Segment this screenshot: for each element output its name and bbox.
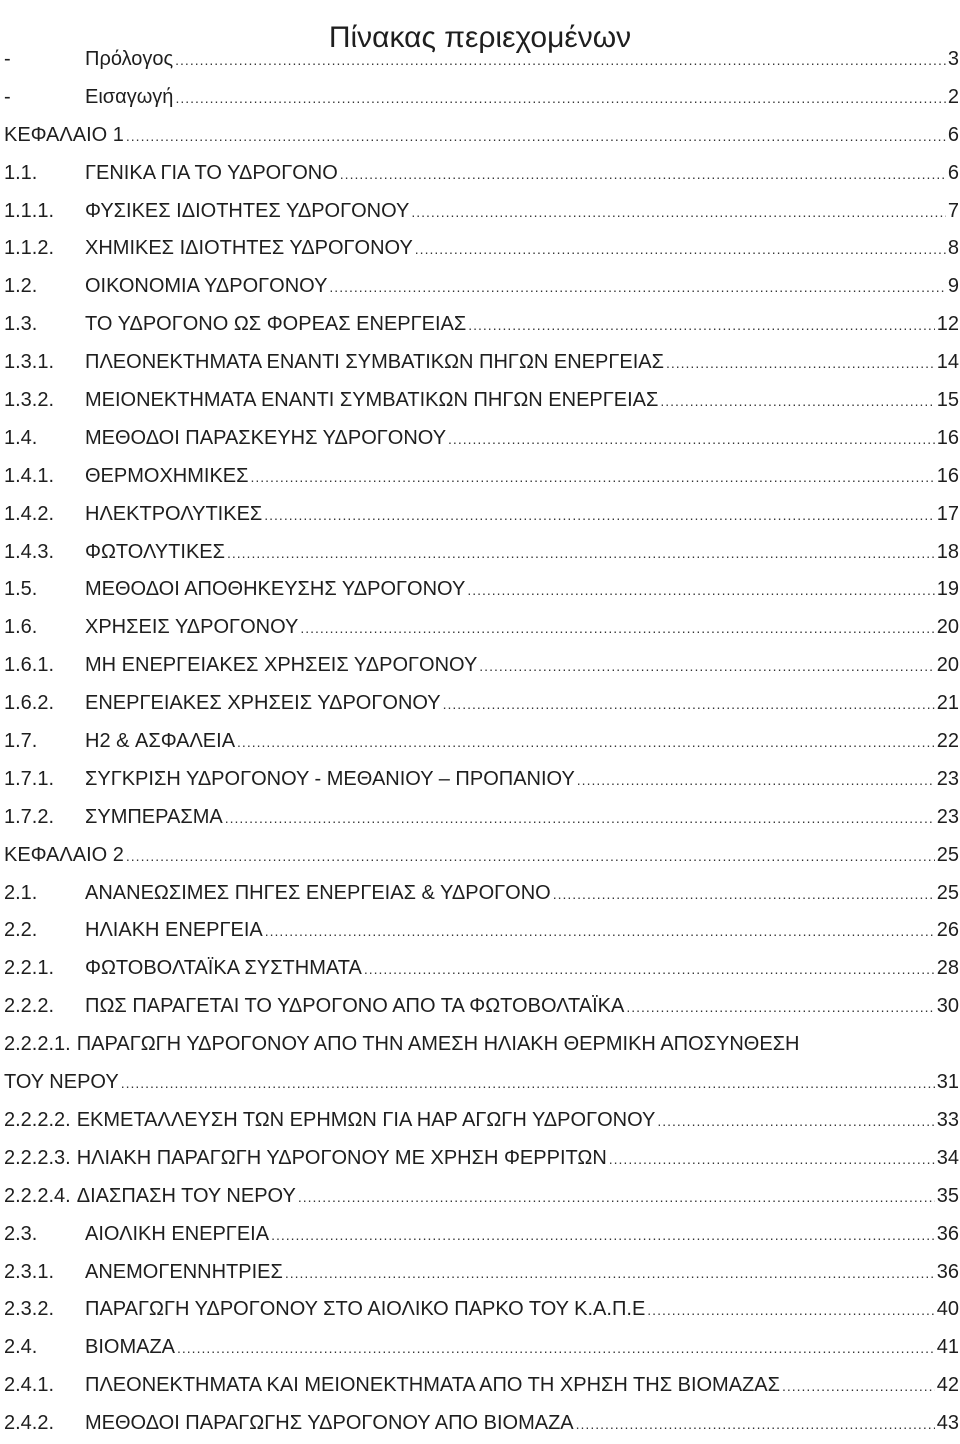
toc-entry[interactable] xyxy=(4,1254,959,1292)
entry-page[interactable]: 3 xyxy=(947,48,959,70)
toc-entry[interactable] xyxy=(4,837,959,875)
entry-page[interactable]: 40 xyxy=(936,1298,959,1321)
entry-page[interactable]: 30 xyxy=(936,995,959,1018)
toc-entry[interactable] xyxy=(4,1026,959,1064)
dot-leader xyxy=(553,875,935,914)
entry-title[interactable]: ΦΩΤΟΛΥΤΙΚΕΣ xyxy=(85,540,225,563)
toc-entry[interactable] xyxy=(4,117,959,155)
entry-page[interactable]: 43 xyxy=(936,1412,959,1435)
entry-page[interactable]: 12 xyxy=(936,313,959,336)
toc-entry[interactable] xyxy=(4,193,959,231)
entry-title[interactable]: Εισαγωγή xyxy=(85,85,174,108)
dot-leader xyxy=(237,723,935,762)
dot-leader xyxy=(782,1367,935,1406)
entry-page[interactable]: 7 xyxy=(947,199,959,222)
dot-leader xyxy=(666,344,935,383)
entry-page[interactable]: 16 xyxy=(936,464,959,487)
dot-leader xyxy=(468,306,935,345)
entry-page[interactable]: 36 xyxy=(936,1222,959,1245)
toc-entry[interactable] xyxy=(4,875,959,913)
toc-entry-continuation[interactable] xyxy=(4,1064,959,1102)
entry-page[interactable]: 35 xyxy=(936,1184,959,1207)
entry-title[interactable]: ΑΝΕΜΟΓΕΝΝΗΤΡΙΕΣ xyxy=(85,1260,283,1283)
entry-title[interactable]: ΘΕΡΜΟΧΗΜΙΚΕΣ xyxy=(85,464,249,487)
entry-page[interactable]: 8 xyxy=(947,237,959,260)
entry-page[interactable]: 21 xyxy=(936,692,959,715)
toc-entry[interactable] xyxy=(4,799,959,837)
dot-leader xyxy=(448,420,935,459)
entry-title[interactable]: ΤΟ ΥΔΡΟΓΟΝΟ ΩΣ ΦΟΡΕΑΣ ΕΝΕΡΓΕΙΑΣ xyxy=(85,313,467,336)
entry-page[interactable]: 25 xyxy=(936,843,959,866)
entry-number: 1.7. xyxy=(4,730,38,753)
entry-page[interactable]: 42 xyxy=(936,1374,959,1397)
entry-number: 1.3.1. xyxy=(4,351,55,374)
dot-leader xyxy=(285,1254,935,1293)
dot-leader xyxy=(647,1291,934,1330)
entry-page[interactable]: 34 xyxy=(936,1146,959,1169)
toc-entry[interactable] xyxy=(4,1291,959,1329)
entry-page[interactable]: 41 xyxy=(936,1336,959,1359)
entry-number: 2.2.2. xyxy=(4,995,55,1018)
entry-title[interactable]: ΔΙΑΣΠΑΣΗ ΤΟΥ ΝΕΡΟΥ xyxy=(76,1184,296,1207)
entry-number: 1.2. xyxy=(4,275,38,298)
entry-title[interactable]: ΠΛΕΟΝΕΚΤΗΜΑΤΑ ΚΑΙ ΜΕΙΟΝΕΚΤΗΜΑΤΑ ΑΠΟ ΤΗ ΧΡΗΣΗ ΤΗΣ ΒΙΟΜΑΖΑΣ xyxy=(85,1374,780,1397)
entry-number: 1.4.2. xyxy=(4,502,55,525)
entry-number: 1.4.1. xyxy=(4,464,55,487)
toc-entry[interactable] xyxy=(4,496,959,534)
dot-leader xyxy=(126,837,935,876)
entry-page[interactable]: 6 xyxy=(947,161,959,184)
entry-page[interactable]: 18 xyxy=(936,540,959,563)
toc-entry[interactable] xyxy=(4,761,959,799)
entry-title[interactable]: ΕΚΜΕΤΑΛΛΕΥΣΗ ΤΩΝ ΕΡΗΜΩΝ ΓΙΑ ΗΑΡ ΑΓΩΓΗ ΥΔΡΟΓΟΝΟΥ xyxy=(76,1108,656,1131)
toc-entry[interactable] xyxy=(4,1405,959,1443)
dot-leader xyxy=(340,155,946,194)
entry-title[interactable]: ΧΡΗΣΕΙΣ ΥΔΡΟΓΟΝΟΥ xyxy=(85,616,299,639)
entry-page[interactable]: 23 xyxy=(936,805,959,828)
dot-leader xyxy=(329,268,945,307)
toc-entry[interactable] xyxy=(4,230,959,268)
entry-page[interactable]: 22 xyxy=(936,730,959,753)
toc-entry[interactable] xyxy=(4,458,959,496)
entry-title[interactable]: ΜΕΘΟΔΟΙ ΠΑΡΑΣΚΕΥΗΣ ΥΔΡΟΓΟΝΟΥ xyxy=(85,426,447,449)
dot-leader xyxy=(626,988,934,1027)
dot-leader xyxy=(609,1140,935,1179)
entry-number: 2.2.2.4. xyxy=(4,1184,71,1207)
entry-page[interactable]: 9 xyxy=(947,275,959,298)
entry-number: 2.1. xyxy=(4,881,38,904)
toc-entry[interactable] xyxy=(4,1102,959,1140)
toc-entry[interactable] xyxy=(4,912,959,950)
entry-page[interactable]: 25 xyxy=(936,881,959,904)
entry-number: 1.1.2. xyxy=(4,237,55,260)
entry-number: 1.7.2. xyxy=(4,805,55,828)
entry-number: 2.4.1. xyxy=(4,1374,55,1397)
toc-entry[interactable] xyxy=(4,1367,959,1405)
dot-leader xyxy=(126,117,946,156)
toc-entry[interactable] xyxy=(4,79,959,117)
entry-number: 2.3.2. xyxy=(4,1298,55,1321)
entry-title[interactable]: ΑΙΟΛΙΚΗ ΕΝΕΡΓΕΙΑ xyxy=(85,1222,270,1245)
dot-leader xyxy=(227,534,935,573)
dot-leader xyxy=(657,1102,934,1141)
entry-page[interactable]: 2 xyxy=(947,85,959,108)
entry-page[interactable]: 31 xyxy=(936,1071,959,1094)
entry-title[interactable]: ΚΕΦΑΛΑΙΟ 1 xyxy=(4,123,124,146)
dot-leader xyxy=(467,571,934,610)
toc-entry[interactable] xyxy=(4,723,959,761)
toc-entry[interactable] xyxy=(4,155,959,193)
dot-leader xyxy=(271,1216,935,1255)
entry-title[interactable]: ΗΛΙΑΚΗ ΕΝΕΡΓΕΙΑ xyxy=(85,919,263,942)
entry-title[interactable]: ΗΛΙΑΚΗ ΠΑΡΑΓΩΓΗ ΥΔΡΟΓΟΝΟΥ ΜΕ ΧΡΗΣΗ ΦΕΡΡΙΤΩΝ xyxy=(76,1146,607,1169)
entry-number: 2.3. xyxy=(4,1222,38,1245)
entry-page[interactable]: 6 xyxy=(947,123,959,146)
entry-title-continuation[interactable]: ΤΟΥ ΝΕΡΟΥ xyxy=(4,1071,119,1094)
toc-entry[interactable] xyxy=(4,420,959,458)
dot-leader xyxy=(415,230,946,269)
entry-page[interactable]: 20 xyxy=(936,654,959,677)
entry-title[interactable]: ΦΩΤΟΒΟΛΤΑΪΚΑ ΣΥΣΤΗΜΑΤΑ xyxy=(85,957,362,980)
toc-entry[interactable] xyxy=(4,534,959,572)
dot-leader xyxy=(576,1405,935,1444)
entry-title[interactable]: ΒΙΟΜΑΖΑ xyxy=(85,1336,176,1359)
entry-number: - xyxy=(4,85,11,108)
toc-entry[interactable] xyxy=(4,685,959,723)
entry-title[interactable]: ΗΛΕΚΤΡΟΛΥΤΙΚΕΣ xyxy=(85,502,263,525)
entry-page[interactable]: 16 xyxy=(936,426,959,449)
entry-number: 1.4. xyxy=(4,426,38,449)
toc-entry[interactable] xyxy=(4,1178,959,1216)
dot-leader xyxy=(264,496,934,535)
entry-page[interactable]: 14 xyxy=(936,351,959,374)
dot-leader xyxy=(300,609,934,648)
entry-title[interactable]: ΜΗ ΕΝΕΡΓΕΙΑΚΕΣ ΧΡΗΣΕΙΣ ΥΔΡΟΓΟΝΟΥ xyxy=(85,654,478,677)
entry-number: 1.7.1. xyxy=(4,767,55,790)
entry-number: 1.1. xyxy=(4,161,38,184)
entry-number: 1.6.2. xyxy=(4,692,55,715)
dot-leader xyxy=(121,1064,935,1103)
entry-page[interactable]: 17 xyxy=(936,502,959,525)
entry-page[interactable]: 23 xyxy=(936,767,959,790)
entry-title[interactable]: ΓΕΝΙΚΑ ΓΙΑ ΤΟ ΥΔΡΟΓΟΝΟ xyxy=(85,161,338,184)
dot-leader xyxy=(577,761,935,800)
toc-entry[interactable] xyxy=(4,382,959,420)
toc-entry[interactable] xyxy=(4,571,959,609)
entry-title[interactable]: ΠΑΡΑΓΩΓΗ ΥΔΡΟΓΟΝΟΥ ΣΤΟ ΑΙΟΛΙΚΟ ΠΑΡΚΟ ΤΟΥ Κ.Α.Π.Ε xyxy=(85,1298,646,1321)
entry-title[interactable]: ΣΥΓΚΡΙΣΗ ΥΔΡΟΓΟΝΟΥ - ΜΕΘΑΝΙΟΥ – ΠΡΟΠΑΝΙΟΥ xyxy=(85,767,575,790)
entry-title[interactable]: H2 & ΑΣΦΑΛΕΙΑ xyxy=(85,730,236,753)
toc-entry[interactable] xyxy=(4,647,959,685)
entry-number: 2.2.2.2. xyxy=(4,1108,71,1131)
entry-page[interactable]: 26 xyxy=(936,919,959,942)
entry-title[interactable]: ΠΩΣ ΠΑΡΑΓΕΤΑΙ ΤΟ ΥΔΡΟΓΟΝΟ ΑΠΟ ΤΑ ΦΩΤΟΒΟΛΤΑΪΚΑ xyxy=(85,995,625,1018)
entry-title[interactable]: ΧΗΜΙΚΕΣ ΙΔΙΟΤΗΤΕΣ ΥΔΡΟΓΟΝΟΥ xyxy=(85,237,413,260)
dot-leader xyxy=(443,685,935,724)
entry-number: 2.4. xyxy=(4,1336,38,1359)
toc-entry[interactable] xyxy=(4,988,959,1026)
entry-number: 2.2.2.1. xyxy=(4,1033,71,1056)
entry-page[interactable]: 28 xyxy=(936,957,959,980)
page-title: Πίνακας περιεχομένων xyxy=(328,21,632,55)
dot-leader xyxy=(175,41,946,80)
dot-leader xyxy=(175,79,945,118)
entry-title[interactable]: ΕΝΕΡΓΕΙΑΚΕΣ ΧΡΗΣΕΙΣ ΥΔΡΟΓΟΝΟΥ xyxy=(85,692,441,715)
entry-page[interactable]: 20 xyxy=(936,616,959,639)
dot-leader xyxy=(364,950,935,989)
entry-number: 1.6.1. xyxy=(4,654,55,677)
entry-number: 1.3. xyxy=(4,313,38,336)
toc-entry[interactable] xyxy=(4,344,959,382)
entry-title[interactable]: ΠΑΡΑΓΩΓΗ ΥΔΡΟΓΟΝΟΥ ΑΠΟ ΤΗΝ ΑΜΕΣΗ ΗΛΙΑΚΗ ΘΕΡΜΙΚΗ ΑΠΟΣΥΝΘΕΣΗ xyxy=(76,1033,800,1056)
toc-entry[interactable] xyxy=(4,1216,959,1254)
dot-leader xyxy=(177,1329,935,1368)
entry-number: 2.2. xyxy=(4,919,38,942)
entry-title[interactable]: ΠΛΕΟΝΕΚΤΗΜΑΤΑ ΕΝΑΝΤΙ ΣΥΜΒΑΤΙΚΩΝ ΠΗΓΩΝ ΕΝΕΡΓΕΙΑΣ xyxy=(85,351,664,374)
dot-leader xyxy=(251,458,935,497)
entry-number: 2.4.2. xyxy=(4,1412,55,1435)
toc-entry[interactable] xyxy=(4,41,959,79)
toc-entry[interactable] xyxy=(4,306,959,344)
entry-number: 1.3.2. xyxy=(4,389,55,412)
entry-number: 1.6. xyxy=(4,616,38,639)
entry-title[interactable]: Πρόλογος xyxy=(85,48,174,70)
entry-title[interactable]: ΦΥΣΙΚΕΣ ΙΔΙΟΤΗΤΕΣ ΥΔΡΟΓΟΝΟΥ xyxy=(85,199,410,222)
entry-number: 2.2.1. xyxy=(4,957,55,980)
dot-leader xyxy=(265,912,935,951)
dot-leader xyxy=(660,382,934,421)
entry-title[interactable]: ΜΕΘΟΔΟΙ ΠΑΡΑΓΩΓΗΣ ΥΔΡΟΓΟΝΟΥ ΑΠΟ ΒΙΟΜΑΖΑ xyxy=(85,1412,574,1435)
entry-number: 2.2.2.3. xyxy=(4,1146,71,1169)
entry-number: 2.3.1. xyxy=(4,1260,55,1283)
entry-page[interactable]: 36 xyxy=(936,1260,959,1283)
entry-page[interactable]: 33 xyxy=(936,1108,959,1131)
entry-page[interactable]: 19 xyxy=(936,578,959,601)
toc-entry[interactable] xyxy=(4,1329,959,1367)
dot-leader xyxy=(411,193,946,232)
entry-number: - xyxy=(4,48,11,70)
entry-title[interactable]: ΑΝΑΝΕΩΣΙΜΕΣ ΠΗΓΕΣ ΕΝΕΡΓΕΙΑΣ & ΥΔΡΟΓΟΝΟ xyxy=(85,881,551,904)
entry-title[interactable]: ΜΕΘΟΔΟΙ ΑΠΟΘΗΚΕΥΣΗΣ ΥΔΡΟΓΟΝΟΥ xyxy=(85,578,466,601)
toc-entry[interactable] xyxy=(4,950,959,988)
entry-number: 1.4.3. xyxy=(4,540,55,563)
table-of-contents xyxy=(4,41,959,1443)
entry-title[interactable]: ΚΕΦΑΛΑΙΟ 2 xyxy=(4,843,124,866)
toc-entry[interactable] xyxy=(4,1140,959,1178)
entry-number: 1.5. xyxy=(4,578,38,601)
entry-title[interactable]: ΣΥΜΠΕΡΑΣΜΑ xyxy=(85,805,223,828)
toc-entry[interactable] xyxy=(4,609,959,647)
toc-entry[interactable] xyxy=(4,268,959,306)
entry-number: 1.1.1. xyxy=(4,199,55,222)
dot-leader xyxy=(479,647,934,686)
entry-page[interactable]: 15 xyxy=(936,389,959,412)
dot-leader xyxy=(298,1178,935,1217)
dot-leader xyxy=(225,799,935,838)
entry-title[interactable]: ΜΕΙΟΝΕΚΤΗΜΑΤΑ ΕΝΑΝΤΙ ΣΥΜΒΑΤΙΚΩΝ ΠΗΓΩΝ ΕΝΕΡΓΕΙΑΣ xyxy=(85,389,659,412)
entry-title[interactable]: ΟΙΚΟΝΟΜΙΑ ΥΔΡΟΓΟΝΟΥ xyxy=(85,275,328,298)
